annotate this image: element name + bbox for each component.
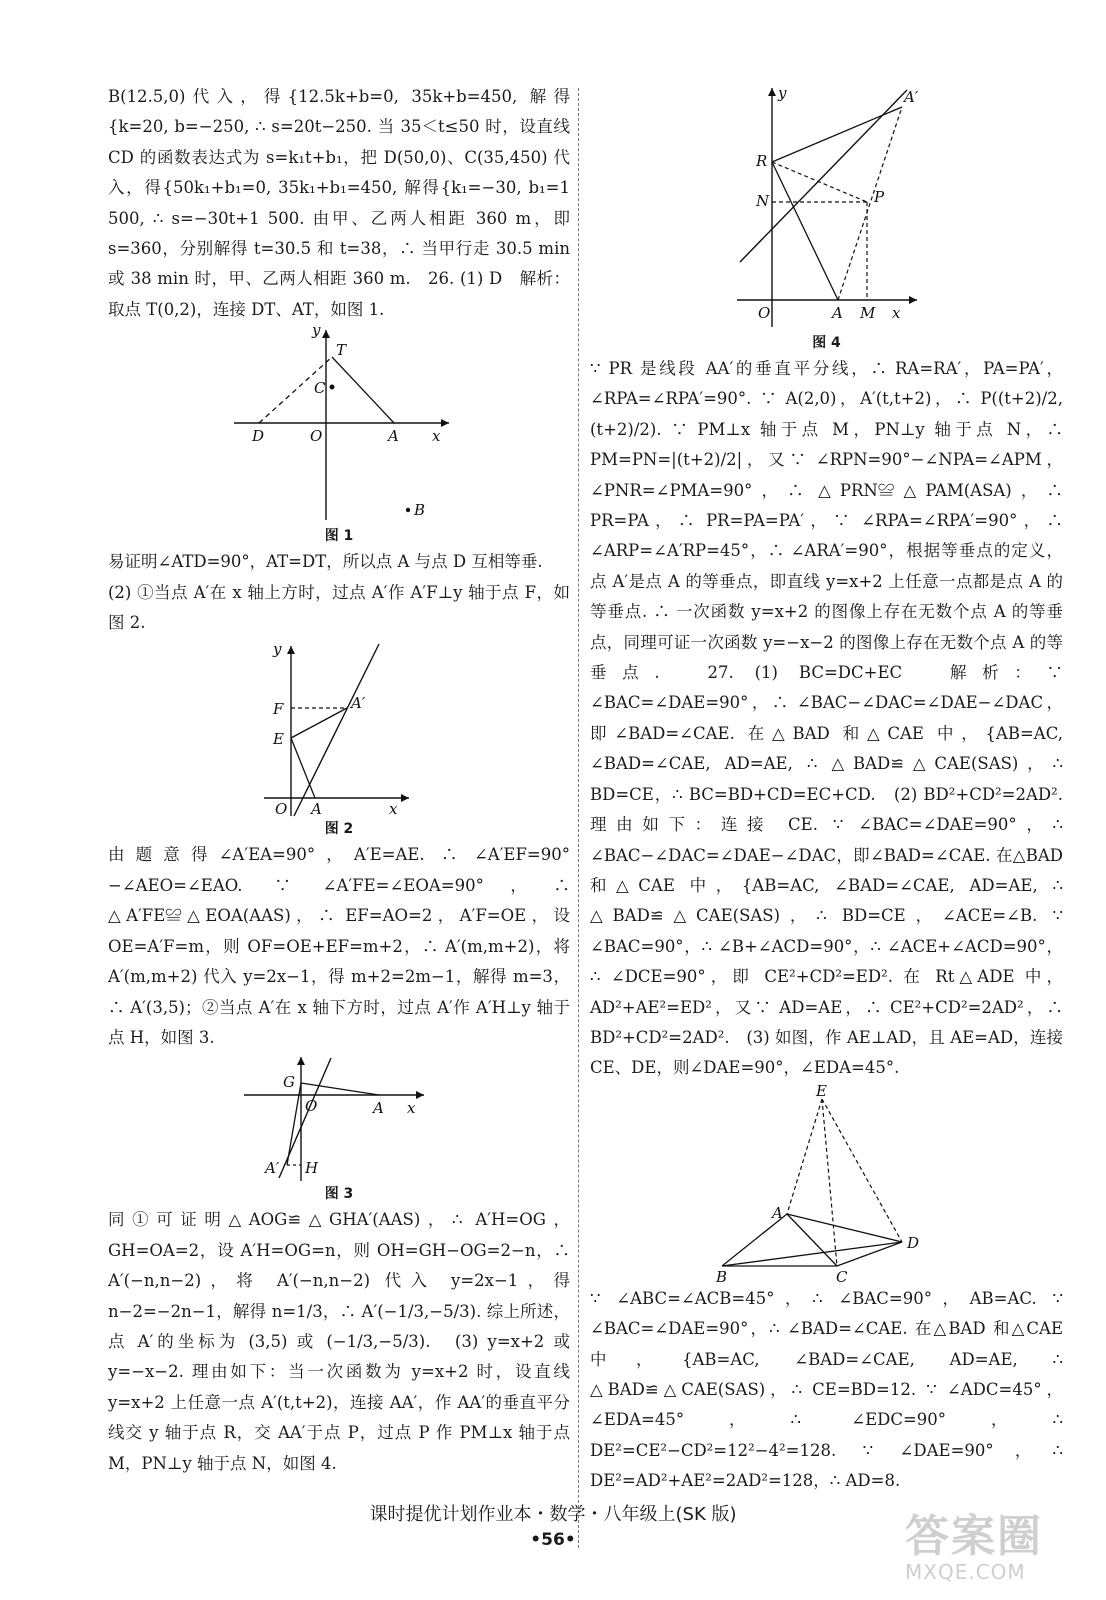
fig1-A-label: A xyxy=(388,427,399,446)
fig4-O-label: O xyxy=(757,304,770,322)
fig5-B-label: B xyxy=(715,1267,727,1284)
figure-1 xyxy=(224,325,454,547)
figure-1-caption: 图 1 xyxy=(324,528,354,545)
fig3-G-label: G xyxy=(283,1073,295,1092)
fig1-y-label: y xyxy=(312,325,321,340)
fig3-Ap-label: A′ xyxy=(265,1159,280,1178)
figure-2-caption: 图 2 xyxy=(324,821,354,838)
fig5-D-label: D xyxy=(906,1233,919,1252)
column-divider xyxy=(578,88,579,1548)
figure-4-caption: 图 4 xyxy=(812,335,841,351)
fig3-A-label: A xyxy=(373,1099,384,1118)
figure-3-diagram xyxy=(239,1053,439,1183)
fig4-A-label: A xyxy=(831,304,843,322)
left-paragraph-2: 易证明∠ATD=90°，AT=DT，所以点 A 与点 D 互相等垂. xyxy=(108,552,543,572)
figure-1-diagram xyxy=(224,325,454,525)
fig1-T-label: T xyxy=(336,341,347,360)
right-paragraph-2: ∵ ∠ABC=∠ACB=45°，∴ ∠BAC=90°，AB=AC. ∵ ∠BAC=∠DAE=90°，∴ ∠BAD=∠CAE. 在△BAD 和△CAE 中，{AB=AC, ∠BAD=∠CAE, AD=AE, ∴ △BAD≌△CAE(SAS)，∴ CE=BD=12. ∵ ∠ADC=45°，∠EDA=45°，∴ ∠EDC=90°，∴ DE²=CE²−CD²=12²−4²=128. ∵ ∠DAE=90°，∴ DE²=AD²+AE²=2AD²=128，∴ AD=8. xyxy=(590,1288,1063,1491)
fig4-y-label: y xyxy=(777,84,786,102)
watermark xyxy=(905,1500,1080,1590)
fig2-A-label: A xyxy=(311,800,322,819)
fig4-N-label: N xyxy=(755,192,769,210)
figure-3-caption: 图 3 xyxy=(324,1186,354,1203)
left-paragraph-1: B(12.5,0)代入，得{12.5k+b=0, 35k+b=450, 解得{k=20, b=−250, ∴ s=20t−250. 当 35＜t≤50 时，设直线 CD 的函数表达式为 s=k₁t+b₁，把 D(50,0)、C(35,450) 代入，得{50k₁+b₁=0, 35k₁+b₁=450, 解得{k₁=−30, b₁=1 500, ∴ s=−30t+1 500. 由甲、乙两人相距 360 m，即 s=360，分别解得 t=30.5 和 t=38，∴ 当甲行走 30.5 min 或 38 min 时，甲、乙两人相距 360 m. 26. (1) D 解析：取点 T(0,2)，连接 DT、AT，如图 1. xyxy=(108,87,570,319)
fig3-O-label: O xyxy=(305,1097,318,1116)
fig2-O-label: O xyxy=(275,800,288,819)
figure-5 xyxy=(712,1084,942,1284)
fig2-y-label: y xyxy=(273,640,282,659)
right-paragraph-1: ∵ PR 是线段 AA′的垂直平分线，∴ RA=RA′，PA=PA′，∠RPA=∠RPA′=90°. ∵ A(2,0)，A′(t,t+2)，∴ P((t+2)/2,(t+2)/2). ∵ PM⊥x 轴于点 M，PN⊥y 轴于点 N，∴ PM=PN=|(t+2)/2|，又∵ ∠RPN=90°−∠NPA=∠APM，∠PNR=∠PMA=90°，∴ △PRN≌△PAM(ASA)，∴ PR=PA，∴ PR=PA=PA′，∵ ∠RPA=∠RPA′=90°，∴ ∠ARP=∠A′RP=45°，∴ ∠ARA′=90°，根据等垂点的定义，点 A′是点 A 的等垂点，即直线 y=x+2 上任意一点都是点 A 的等垂点. ∴ 一次函数 y=x+2 的图像上存在无数个点 A 的等垂点，同理可证一次函数 y=−x−2 的图像上存在无数个点 A 的等垂点. 27. (1) BC=DC+EC 解析：∵ ∠BAC=∠DAE=90°，∴ ∠BAC−∠DAC=∠DAE−∠DAC，即∠BAD=∠CAE. 在△BAD 和△CAE 中，{AB=AC, ∠BAD=∠CAE, AD=AE, ∴ △BAD≌△CAE(SAS)，∴ BD=CE，∴ BC=BD+CD=EC+CD. (2) BD²+CD²=2AD². 理由如下：连接 CE. ∵ ∠BAC=∠DAE=90°，∴ ∠BAC−∠DAC=∠DAE−∠DAC，即∠BAD=∠CAE. 在△BAD 和△CAE 中，{AB=AC, ∠BAD=∠CAE, AD=AE, ∴ △BAD≌△CAE(SAS)，∴ BD=CE，∠ACE=∠B. ∵ ∠BAC=90°，∴ ∠B+∠ACD=90°，∴ ∠ACE+∠ACD=90°，∴ ∠DCE=90°，即 CE²+CD²=ED². 在 Rt△ADE 中，AD²+AE²=ED²，又∵ AD=AE，∴ CE²+CD²=2AD²，∴ BD²+CD²=2AD². (3) 如图，作 AE⊥AD，且 AE=AD，连接 CE、DE，则∠DAE=90°，∠EDA=45°. xyxy=(590,359,1063,1078)
fig1-B-label: B xyxy=(414,501,426,520)
fig1-x-label: x xyxy=(432,427,441,446)
fig5-A-label: A xyxy=(771,1203,783,1222)
page-number: •56• xyxy=(530,1530,576,1550)
figure-4-diagram xyxy=(732,82,922,332)
watermark-url: MXQE.COM xyxy=(905,1560,1026,1584)
right-column xyxy=(590,82,1063,1497)
figure-2 xyxy=(259,638,419,840)
figure-5-diagram xyxy=(712,1084,942,1284)
fig1-D-label: D xyxy=(252,427,265,446)
fig4-x-label: x xyxy=(891,304,900,322)
fig3-x-label: x xyxy=(407,1099,416,1118)
figure-2-diagram xyxy=(259,638,419,818)
fig1-O-label: O xyxy=(310,427,323,446)
fig5-C-label: C xyxy=(835,1267,847,1284)
left-paragraph-4: 由题意得∠A′EA=90°，A′E=AE. ∴ ∠A′EF=90°−∠AEO=∠EAO. ∵ ∠A′FE=∠EOA=90°，∴ △A′FE≌△EOA(AAS)，∴ EF=AO=2，A′F=OE，设 OE=A′F=m，则 OF=OE+EF=m+2，∴ A′(m,m+2)，将 A′(m,m+2) 代入 y=2x−1，得 m+2=2m−1，解得 m=3，∴ A′(3,5)；②当点 A′在 x 轴下方时，过点 A′作 A′H⊥y 轴于点 H，如图 3. xyxy=(108,845,570,1047)
fig1-C-label: C xyxy=(314,379,326,398)
figure-3 xyxy=(239,1053,439,1205)
fig2-x-label: x xyxy=(389,800,398,819)
fig3-H-label: H xyxy=(305,1159,319,1178)
fig4-P-label: P xyxy=(873,188,884,206)
left-column xyxy=(108,82,570,1479)
fig5-E-label: E xyxy=(815,1083,827,1100)
left-paragraph-3: (2) ①当点 A′在 x 轴上方时，过点 A′作 A′F⊥y 轴于点 F，如图 2. xyxy=(108,582,570,633)
fig2-F-label: F xyxy=(273,700,284,719)
fig2-Ap-label: A′ xyxy=(351,694,366,713)
watermark-logo-text: 答案圈 xyxy=(905,1511,1043,1562)
fig4-M-label: M xyxy=(859,304,875,322)
fig4-Ap-label: A′ xyxy=(903,88,918,106)
fig2-E-label: E xyxy=(273,730,284,749)
left-paragraph-5: 同①可证明△AOG≌△GHA′(AAS)，∴ A′H=OG，GH=OA=2，设 A′H=OG=n，则 OH=GH−OG=2−n，∴ A′(−n,n−2)，将 A′(−n,n−2) 代入 y=2x−1，得 n−2=−2n−1，解得 n=1/3，∴ A′(−1/3,−5/3). 综上所述，点 A′的坐标为 (3,5) 或 (−1/3,−5/3). (3) y=x+2 或 y=−x−2. 理由如下：当一次函数为 y=x+2 时，设直线 y=x+2 上任意一点 A′(t,t+2)，连接 AA′，作 AA′的垂直平分线交 y 轴于点 R，交 AA′于点 P，过点 P 作 PM⊥x 轴于点 M，PN⊥y 轴于点 N，如图 4. xyxy=(108,1210,570,1473)
figure-4 xyxy=(732,82,922,354)
fig4-R-label: R xyxy=(755,152,767,170)
page-footer: 课时提优计划作业本・数学・八年级上(SK 版) xyxy=(369,1504,737,1525)
